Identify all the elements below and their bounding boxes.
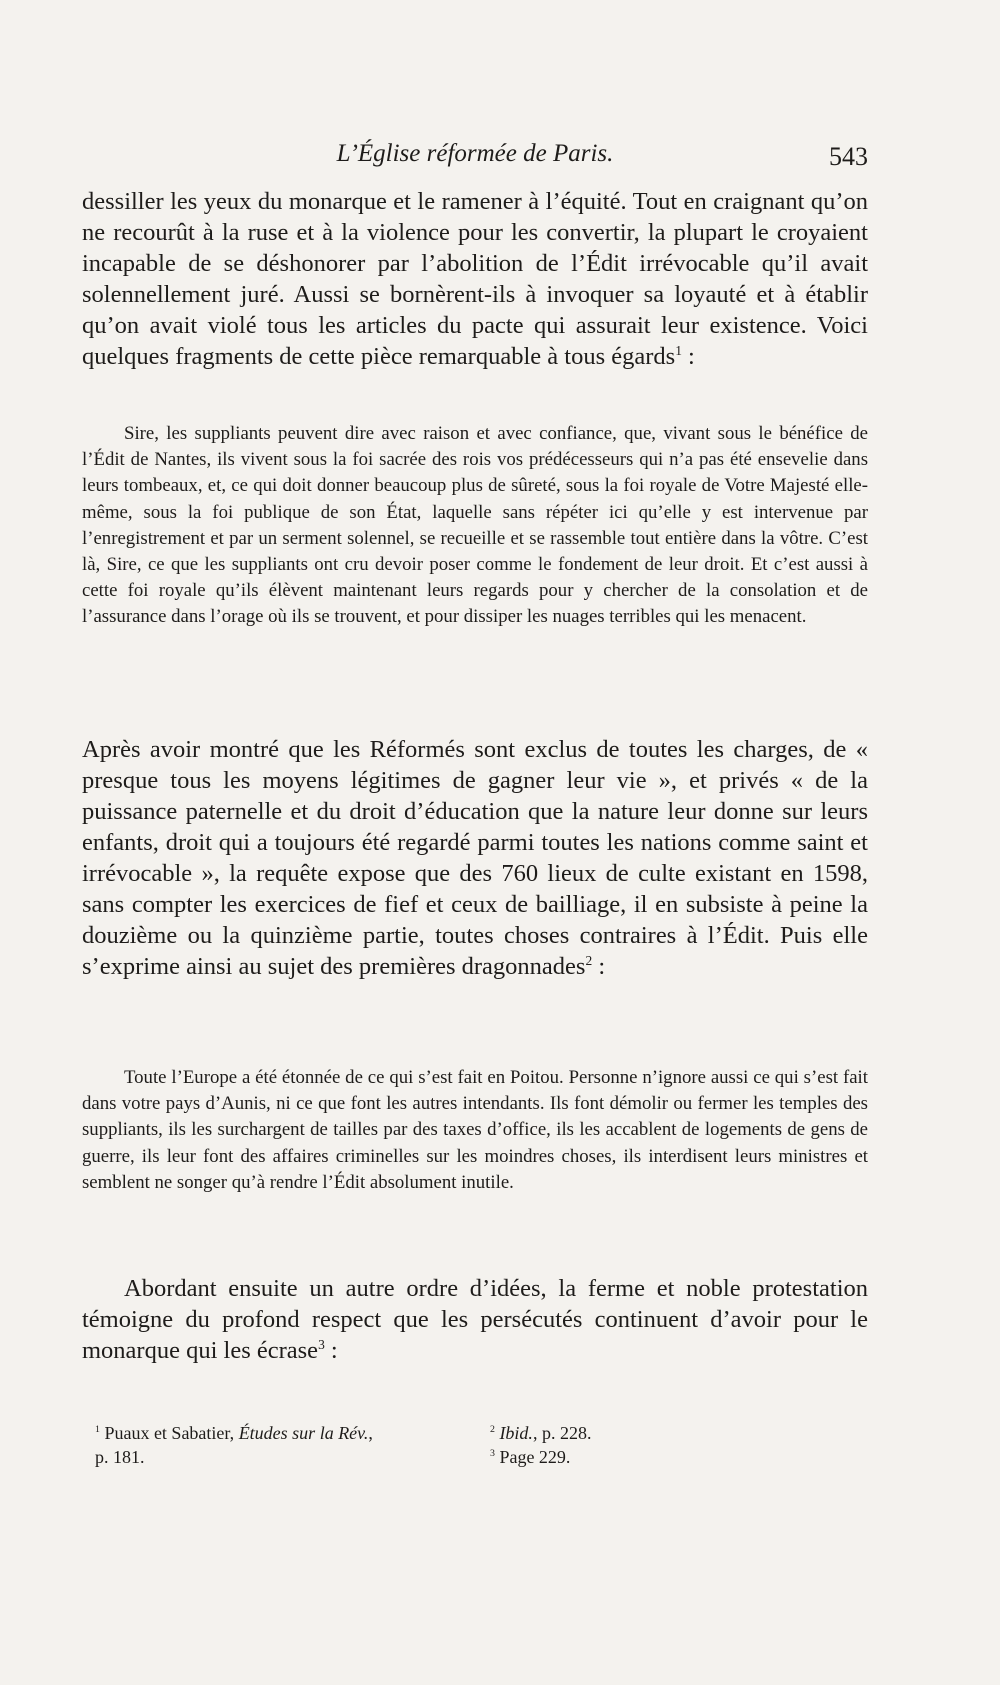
footnote-1-punct: , [368, 1423, 373, 1443]
footnote-1-text: Puaux et Sabatier, [99, 1423, 239, 1443]
page-number: 543 [829, 142, 868, 171]
footnote-2-text: , p. 228. [532, 1423, 592, 1443]
paragraph-3 [82, 1273, 868, 1366]
footnote-1-title: Études sur la Rév. [238, 1423, 369, 1443]
footnote-3 [490, 1445, 820, 1469]
paragraph-3-punct: : [324, 1337, 338, 1364]
paragraph-2-punct: : [592, 953, 606, 980]
block-quote-2 [82, 1065, 868, 1196]
page-header [82, 140, 868, 176]
paragraph-1-punct: : [681, 343, 695, 370]
block-quote-1 [82, 421, 868, 631]
footnote-3-mark: 3 [490, 1448, 495, 1459]
footnote-1 [95, 1421, 485, 1469]
block-quote-2-text: Toute l’Europe a été étonnée de ce qui s’est fait en Poitou. Personne n’ignore aussi ce qui s’est fait dans votre pays d’Aunis, ni ce que font les autres intendants. Ils font démolir ou fermer les temples des suppliants, ils les surchargent de tailles par des taxes d’office, ils les accablent de logements de gens de guerre, ils leur font des affaires criminelles sur les moindres choses, ils interdisent leurs ministres et semblent ne songer qu’à rendre l’Édit absolument inutile. [82, 1067, 868, 1193]
footnote-1-mark: 1 [95, 1424, 100, 1435]
running-title: L’Église réformée de Paris. [336, 140, 614, 167]
footnotes-right [490, 1421, 820, 1469]
footnote-1-continuation: p. 181. [95, 1447, 145, 1467]
footnote-ref-3[interactable]: 3 [318, 1336, 325, 1352]
block-quote-1-text: Sire, les suppliants peuvent dire avec raison et avec confiance, que, vivant sous le bénéfice de l’Édit de Nantes, ils vivent sous la foi sacrée des rois vos prédécesseurs qui n’a pas été ensevelie dans leurs tombeaux, et, ce qui doit donner beaucoup plus de sûreté, sous la foi royale de Votre Majesté elle-même, sous la foi publique de son État, laquelle sans répéter ici qu’elle y est intervenue par l’enregistrement et par un serment solennel, se recueille et se rassemble tout entière dans la vôtre. C’est là, Sire, ce que les suppliants ont cru devoir poser comme le fondement de leur droit. Et c’est aussi à cette foi royale qu’ils élèvent maintenant leurs regards pour y chercher de la consolation et de l’assurance dans l’orage où ils se trouvent, et pour dissiper les nuages terribles qui les menacent. [82, 423, 868, 628]
footnote-3-text: Page 229. [494, 1447, 571, 1467]
paragraph-2-text: Après avoir montré que les Réformés sont exclus de toutes les charges, de « presque tous les moyens légitimes de gagner leur vie », et privés « de la puissance paternelle et du droit d’éducation que la nature leur donne sur leurs enfants, droit qui a toujours été regardé parmi toutes les nations comme saint et irrévocable », la requête expose que des 760 lieux de culte existant en 1598, sans compter les exercices de fief et ceux de bailliage, il en subsiste à peine la douzième ou la quinzième partie, toutes choses contraires à l’Édit. Puis elle s’exprime ainsi au sujet des premières dragonnades [82, 736, 868, 980]
footnote-ref-1[interactable]: 1 [675, 342, 682, 358]
footnote-2 [490, 1421, 820, 1445]
footnote-2-mark: 2 [490, 1424, 495, 1435]
footnote-ref-2[interactable]: 2 [585, 952, 593, 968]
paragraph-3-text: Abordant ensuite un autre ordre d’idées, la ferme et noble protestation témoigne du profond respect que les persécutés continuent d’avoir pour le monarque qui les écrase [82, 1275, 868, 1364]
paragraph-1 [82, 186, 868, 372]
paragraph-2 [82, 734, 868, 982]
paragraph-1-text: dessiller les yeux du monarque et le ramener à l’équité. Tout en craignant qu’on ne recourût à la ruse et à la violence pour les convertir, la plupart le croyaient incapable de se déshonorer par l’abolition de l’Édit irrévocable qu’il avait solennellement juré. Aussi se bornèrent-ils à invoquer sa loyauté et à établir qu’on avait violé tous les articles du pacte qui assurait leur existence. Voici quelques fragments de cette pièce remarquable à tous égards [82, 188, 868, 370]
footnote-2-ibid: Ibid. [499, 1423, 533, 1443]
